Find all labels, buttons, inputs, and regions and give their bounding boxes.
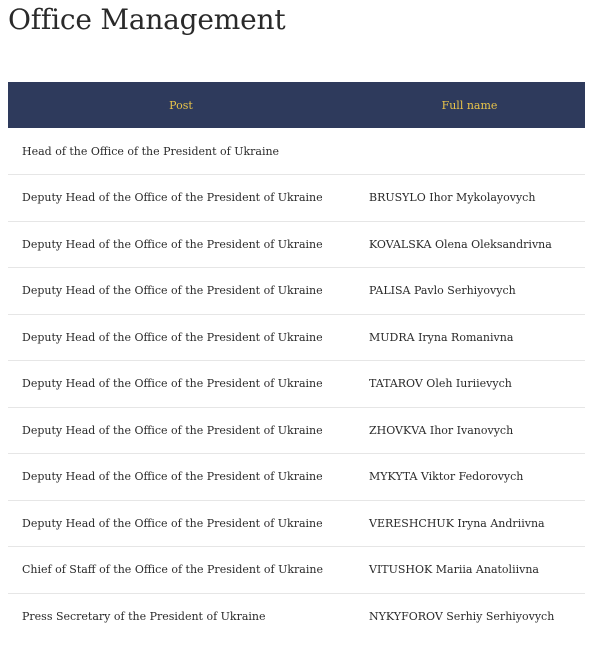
table-row [8, 221, 585, 268]
column-header-post: Post [169, 98, 193, 112]
table-row [8, 454, 585, 501]
page-title: Office Management [8, 3, 286, 36]
full-name-cell: VERESHCHUK Iryna Andriivna [369, 516, 545, 530]
table-row [8, 268, 585, 315]
post-cell: Head of the Office of the President of Ukraine [22, 144, 280, 158]
table-row [8, 547, 585, 594]
office-management-table [8, 82, 585, 640]
post-cell: Deputy Head of the Office of the President of Ukraine [22, 516, 323, 530]
column-header-full-name: Full name [441, 98, 498, 112]
table-header [8, 82, 585, 128]
full-name-cell: BRUSYLO Ihor Mykolayovych [369, 191, 536, 205]
post-cell: Chief of Staff of the Office of the President of Ukraine [22, 563, 323, 577]
post-cell: Deputy Head of the Office of the President of Ukraine [22, 377, 323, 391]
full-name-cell: KOVALSKA Olena Oleksandrivna [369, 237, 552, 251]
full-name-cell [354, 128, 585, 175]
table-row [8, 314, 585, 361]
post-cell: Press Secretary of the President of Ukraine [22, 610, 266, 623]
full-name-cell: NYKYFOROV Serhiy Serhiyovych [369, 610, 555, 623]
staff-table [8, 82, 585, 640]
post-cell: Deputy Head of the Office of the President of Ukraine [22, 237, 323, 251]
post-cell: Deputy Head of the Office of the President of Ukraine [22, 191, 323, 205]
table-header-row [8, 82, 585, 128]
full-name-cell: VITUSHOK Mariia Anatoliivna [369, 563, 539, 577]
full-name-cell: ZHOVKVA Ihor Ivanovych [369, 423, 514, 437]
full-name-cell: TATAROV Oleh Iuriievych [369, 377, 512, 391]
full-name-cell: MYKYTA Viktor Fedorovych [369, 470, 524, 484]
table-row [8, 407, 585, 454]
full-name-cell: MUDRA Iryna Romanivna [369, 330, 514, 344]
table-row [8, 128, 585, 175]
table-body [8, 128, 585, 640]
post-cell: Deputy Head of the Office of the President of Ukraine [22, 470, 323, 484]
post-cell: Deputy Head of the Office of the President of Ukraine [22, 330, 323, 344]
post-cell: Deputy Head of the Office of the President of Ukraine [22, 423, 323, 437]
table-row [8, 361, 585, 408]
full-name-cell: PALISA Pavlo Serhiyovych [369, 284, 516, 298]
table-row [8, 500, 585, 547]
post-cell: Deputy Head of the Office of the President of Ukraine [22, 284, 323, 298]
table-row [8, 175, 585, 222]
table-row [8, 593, 585, 640]
